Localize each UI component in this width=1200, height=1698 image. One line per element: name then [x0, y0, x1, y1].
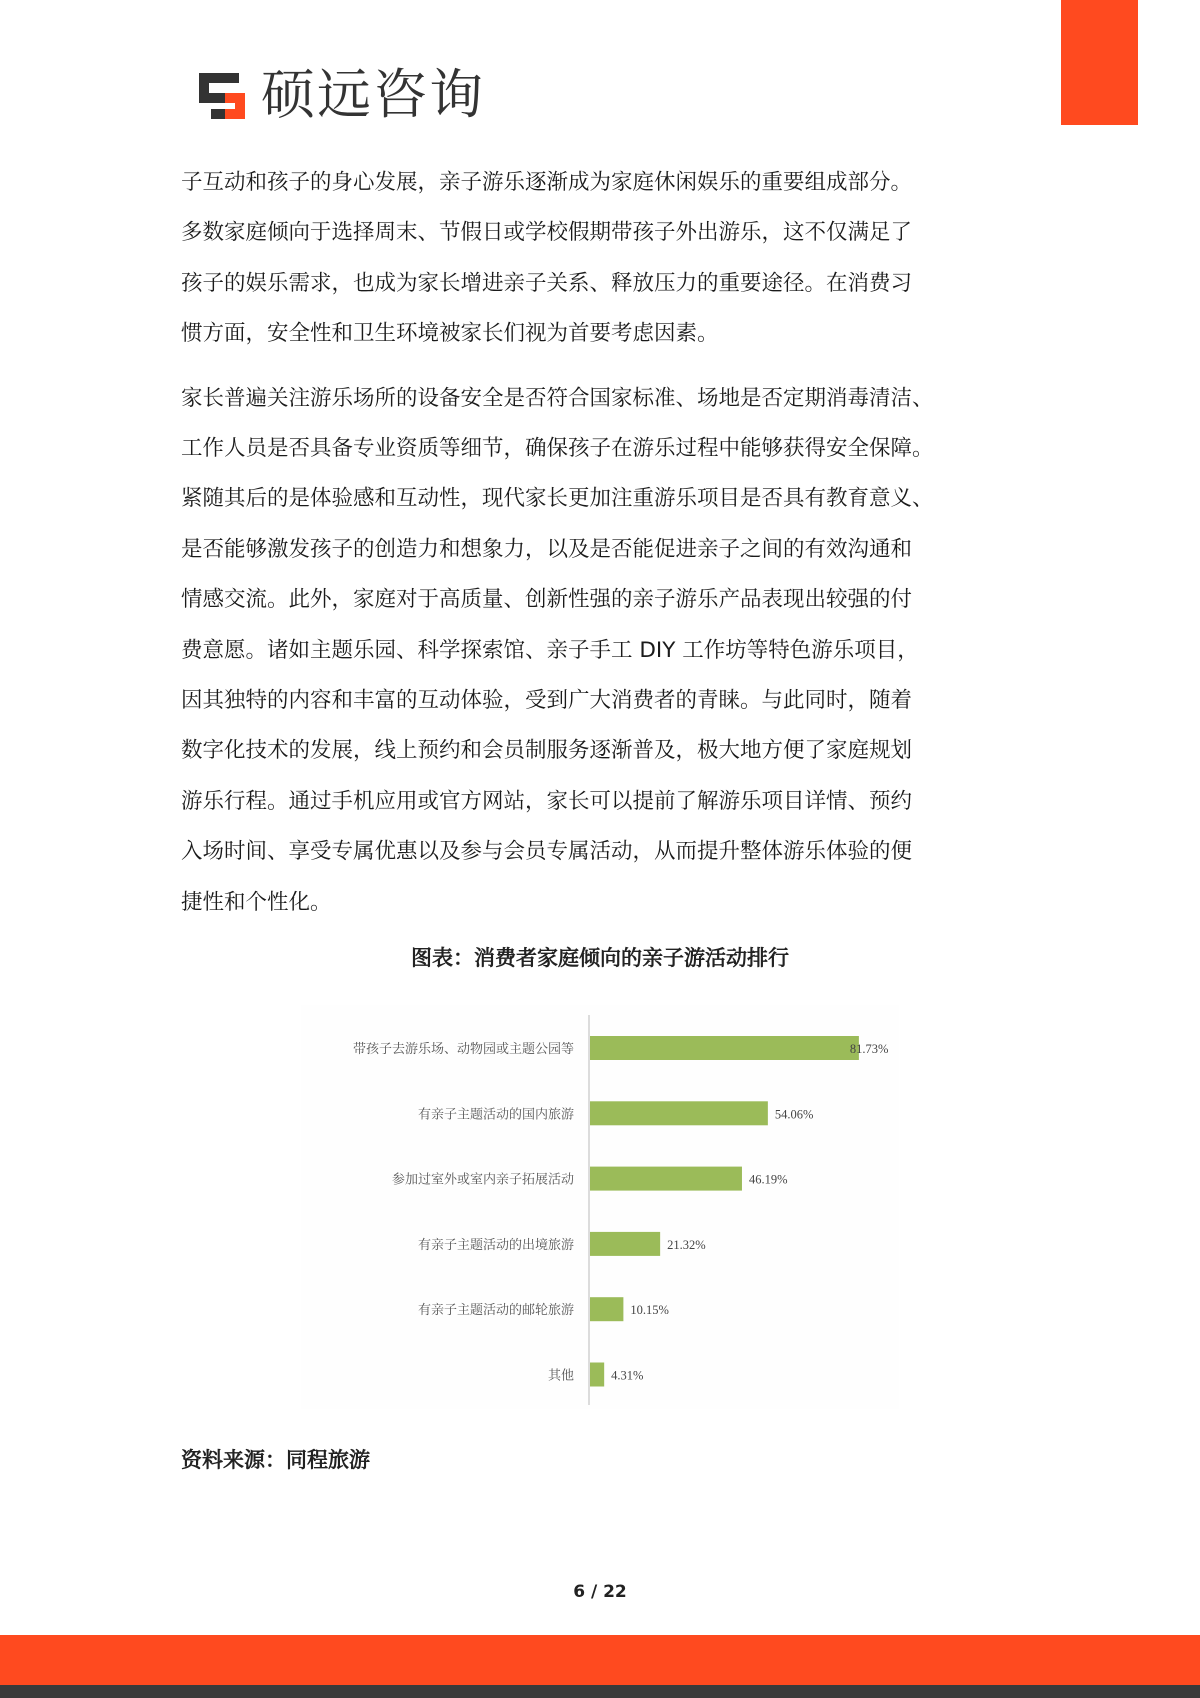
paragraph-2: [181, 374, 1031, 928]
bar: [590, 1363, 604, 1387]
chart-svg: [301, 1005, 899, 1409]
category-label: 有亲子主题活动的国内旅游: [417, 1107, 574, 1123]
category-label: 参加过室外或室内亲子拓展活动: [391, 1172, 574, 1188]
text-line: 入场时间、享受专属优惠以及参与会员专属活动，从而提升整体游乐体验的便: [181, 839, 913, 865]
value-label: 46.19%: [748, 1172, 788, 1187]
text-line: 费意愿。诸如主题乐园、科学探索馆、亲子手工 DIY 工作坊等特色游乐项目，: [181, 637, 919, 663]
text-line: 惯方面，安全性和卫生环境被家长们视为首要考虑因素。: [181, 321, 719, 347]
value-label: 81.73%: [849, 1042, 889, 1056]
text-line: 孩子的娱乐需求，也成为家长增进亲子关系、释放压力的重要途径。在消费习: [181, 270, 913, 296]
page-number: 6 / 22: [573, 1582, 627, 1602]
chart-title: 图表：消费者家庭倾向的亲子游活动排行: [411, 946, 789, 970]
value-label: 4.31%: [611, 1368, 644, 1383]
value-label: 10.15%: [630, 1303, 669, 1318]
text-line: 子互动和孩子的身心发展，亲子游乐逐渐成为家庭休闲娱乐的重要组成部分。: [181, 170, 913, 195]
logo: [195, 62, 485, 128]
bar-chart: [301, 1005, 899, 1409]
bar: [590, 1101, 768, 1125]
corner-accent-block: [1061, 0, 1138, 125]
text-line: 游乐行程。通过手机应用或官方网站，家长可以提前了解游乐项目详情、预约: [181, 788, 913, 814]
text-line: 情感交流。此外，家庭对于高质量、创新性强的亲子游乐产品表现出较强的付: [181, 587, 913, 613]
paragraph-1: [181, 158, 1031, 360]
text-line: 多数家庭倾向于选择周末、节假日或学校假期带孩子外出游乐，这不仅满足了: [181, 220, 913, 246]
footer-strip: [0, 1685, 1200, 1698]
text-line: 捷性和个性化。: [181, 889, 332, 915]
value-label: 54.06%: [774, 1107, 814, 1122]
text-line: 因其独特的内容和丰富的互动体验，受到广大消费者的青睐。与此同时，随着: [181, 688, 913, 714]
body-text: [181, 158, 1031, 928]
footer-bar: [0, 1635, 1200, 1685]
text-line: 家长普遍关注游乐场所的设备安全是否符合国家标准、场地是否定期消毒清洁、: [181, 385, 934, 411]
category-label: 有亲子主题活动的邮轮旅游: [417, 1303, 574, 1319]
value-label: 21.32%: [667, 1237, 706, 1252]
text-line: 是否能够激发孩子的创造力和想象力，以及是否能促进亲子之间的有效沟通和: [181, 536, 913, 562]
bar: [590, 1297, 623, 1321]
category-label: 带孩子去游乐场、动物园或主题公园等: [352, 1042, 574, 1057]
category-label: 有亲子主题活动的出境旅游: [417, 1237, 574, 1253]
category-label: 其他: [547, 1368, 574, 1384]
source-note: 资料来源：同程旅游: [181, 1448, 370, 1472]
logo-text: 硕远咨询: [261, 63, 485, 126]
text-line: 工作人员是否具备专业资质等细节，确保孩子在游乐过程中能够获得安全保障。: [181, 436, 934, 462]
text-line: 数字化技术的发展，线上预约和会员制服务逐渐普及，极大地方便了家庭规划: [181, 738, 913, 764]
bar: [590, 1167, 742, 1191]
bar: [590, 1036, 859, 1060]
bar: [590, 1232, 660, 1256]
text-line: 紧随其后的是体验感和互动性，现代家长更加注重游乐项目是否具有教育意义、: [181, 486, 934, 512]
logo-mark-icon: [195, 67, 251, 123]
